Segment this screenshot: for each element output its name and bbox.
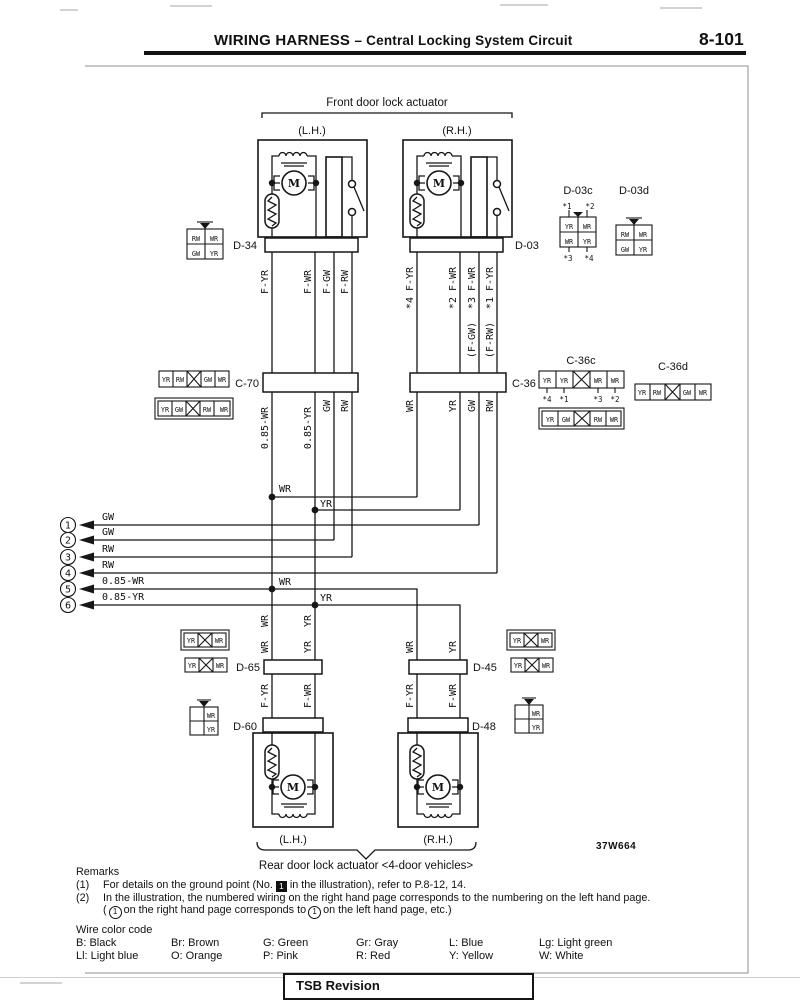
wire-label: F-WR bbox=[448, 683, 459, 709]
pin-cell: YR bbox=[209, 250, 219, 258]
connector-icon-c36d bbox=[635, 361, 711, 400]
pin-cell: YR bbox=[186, 637, 196, 645]
color-entry: L: Blue bbox=[449, 937, 484, 949]
front-lh-label: (L.H.) bbox=[298, 125, 326, 137]
label-d48: D-48 bbox=[472, 721, 496, 733]
arrow-wire-label: GW bbox=[102, 512, 115, 523]
pin-cell: WR bbox=[215, 662, 225, 670]
pin-cell: YR bbox=[531, 724, 541, 732]
remark-2-continued bbox=[76, 904, 741, 919]
rear-actuator-lh bbox=[253, 733, 333, 827]
connector-icon-title: D-03d bbox=[619, 185, 649, 197]
wire-color-code bbox=[76, 924, 746, 963]
pin-cell: GW bbox=[174, 406, 184, 414]
label-d60: D-60 bbox=[233, 721, 257, 733]
pin-cell: GW bbox=[682, 389, 692, 397]
connector-d03-bar bbox=[410, 238, 503, 252]
wire-label: *3 F-WR bbox=[467, 266, 478, 310]
arrow-wire-label: RW bbox=[102, 544, 115, 555]
wire-label: F-YR bbox=[260, 683, 271, 709]
junction-dot-yr-top bbox=[312, 507, 319, 514]
remark-1 bbox=[76, 879, 741, 892]
remark-2 bbox=[76, 892, 741, 905]
connector-arrow-icon bbox=[629, 219, 639, 225]
label-d34: D-34 bbox=[233, 240, 257, 252]
connector-d60-bar bbox=[263, 718, 323, 732]
connector-icon-d03d bbox=[616, 185, 652, 255]
color-entry: G: Green bbox=[263, 937, 309, 949]
junction-label: YR bbox=[320, 593, 333, 604]
connector-c36-bar bbox=[410, 373, 506, 392]
connector-icon-d34 bbox=[187, 222, 223, 259]
pin-cell: WR bbox=[209, 235, 219, 243]
connector-icon-d03c bbox=[560, 185, 596, 263]
junction-label: WR bbox=[279, 484, 292, 495]
pin-cell: YR bbox=[160, 406, 170, 414]
junction-dot-yr-bottom bbox=[312, 602, 319, 609]
wire-label: 0.85-WR bbox=[260, 406, 271, 450]
pin-cell: YR bbox=[542, 377, 552, 385]
arrow-head-icon bbox=[79, 553, 94, 562]
junction-labels bbox=[279, 484, 333, 604]
connector-icon-d65 bbox=[181, 630, 229, 672]
pin-cell: GW bbox=[191, 250, 201, 258]
pin-cell: WR bbox=[206, 712, 216, 720]
connector-icon-title: D-03c bbox=[563, 185, 593, 197]
pin-mark: *2 bbox=[610, 395, 620, 404]
front-group-header bbox=[262, 97, 512, 137]
color-entry: O: Orange bbox=[171, 950, 223, 962]
pin-cell: YR bbox=[161, 376, 171, 384]
color-entry: Lg: Light green bbox=[539, 937, 613, 949]
connector-arrow-icon bbox=[199, 701, 209, 707]
rear-actuator-rh bbox=[398, 733, 478, 827]
connector-d48-bar bbox=[408, 718, 468, 732]
pin-cell: WR bbox=[564, 238, 574, 246]
pin-cell: WR bbox=[214, 637, 224, 645]
remark-text-part: in the illustration), refer to P.8-12, 14. bbox=[289, 878, 467, 891]
pin-cell: YR bbox=[637, 389, 647, 397]
circled-number-icon: 1 bbox=[308, 906, 321, 919]
label-c36: C-36 bbox=[512, 378, 536, 390]
remark-number: (1) bbox=[76, 878, 90, 891]
remark-text-part: on the right hand page corresponds to bbox=[123, 904, 307, 917]
arrow-number: 1 bbox=[64, 520, 72, 532]
wire-color-row bbox=[76, 937, 746, 950]
wire-label: YR bbox=[448, 399, 459, 413]
wire-label: *1 F-YR bbox=[485, 266, 496, 310]
color-entry: Y: Yellow bbox=[449, 950, 494, 962]
arrow-number: 6 bbox=[64, 600, 72, 612]
pin-cell: RW bbox=[593, 416, 603, 424]
arrow-head-icon bbox=[79, 536, 94, 545]
color-entry: Br: Brown bbox=[171, 937, 220, 949]
arrow-wire-label: RW bbox=[102, 560, 115, 571]
wire-label: *4 F-YR bbox=[405, 266, 416, 310]
pin-cell: WR bbox=[698, 389, 708, 397]
wire-color-row bbox=[76, 950, 746, 963]
pin-cell: GW bbox=[203, 376, 213, 384]
wire-label: F-WR bbox=[303, 269, 314, 295]
tsb-revision-box: TSB Revision bbox=[283, 973, 534, 1000]
color-entry: R: Red bbox=[356, 950, 391, 962]
remarks-block bbox=[76, 866, 741, 919]
pin-mark: *4 bbox=[542, 395, 552, 404]
wire-label: F-YR bbox=[405, 683, 416, 709]
scan-artifacts bbox=[20, 5, 702, 983]
pin-cell: YR bbox=[512, 637, 522, 645]
remarks-title: Remarks bbox=[76, 866, 120, 878]
connector-c70-bar bbox=[263, 373, 358, 392]
wire-label: F-WR bbox=[303, 683, 314, 709]
wire-label: F-YR bbox=[260, 269, 271, 295]
wire-label: WR bbox=[260, 614, 271, 628]
pin-mark: *1 bbox=[559, 395, 569, 404]
label-d65: D-65 bbox=[236, 662, 260, 674]
wire-label: GW bbox=[322, 399, 333, 413]
arrow-number: 2 bbox=[64, 535, 72, 547]
arrow-number: 3 bbox=[64, 552, 72, 564]
wire-label: YR bbox=[303, 614, 314, 628]
arrow-head-icon bbox=[79, 585, 94, 594]
color-entry: Gr: Gray bbox=[356, 937, 399, 949]
color-entry: P: Pink bbox=[263, 950, 298, 962]
pin-cell: YR bbox=[564, 223, 574, 231]
remark-text-part: ( bbox=[103, 904, 107, 917]
connector-arrow-icon bbox=[200, 223, 210, 229]
pin-cell: WR bbox=[541, 662, 551, 670]
junction-dot-wr-bottom bbox=[269, 586, 276, 593]
pin-cell: RW bbox=[620, 231, 630, 239]
remark-text-part: on the left hand page, etc.) bbox=[323, 904, 452, 917]
rear-lh-label: (L.H.) bbox=[279, 834, 307, 846]
wire-label: F-RW bbox=[340, 269, 351, 295]
pin-cell: RW bbox=[652, 389, 662, 397]
wire-label-alt: (F-GW) bbox=[467, 321, 478, 359]
color-entry: W: White bbox=[539, 950, 584, 962]
pin-mark: *2 bbox=[585, 202, 595, 211]
connector-icon-title: C-36d bbox=[658, 361, 688, 373]
arrow-wire-label: 0.85-WR bbox=[102, 576, 145, 587]
connector-icon-d48-ground bbox=[515, 698, 543, 733]
wire-label: *2 F-WR bbox=[448, 266, 459, 310]
pin-cell: YR bbox=[545, 416, 555, 424]
connector-d34-bar bbox=[265, 238, 358, 252]
color-entry: Ll: Light blue bbox=[76, 950, 139, 962]
numbered-arrows bbox=[61, 512, 146, 613]
wire-label: RW bbox=[485, 399, 496, 413]
wire-label: YR bbox=[448, 640, 459, 654]
pin-cell: RW bbox=[175, 376, 185, 384]
label-d03: D-03 bbox=[515, 240, 539, 252]
connector-d45-bar bbox=[409, 660, 467, 674]
pin-cell: YR bbox=[187, 662, 197, 670]
junction-dot-wr-top bbox=[269, 494, 276, 501]
motor-label-front-lh: M bbox=[287, 177, 301, 190]
c36-down-wires bbox=[417, 392, 497, 573]
remark-text bbox=[103, 879, 466, 892]
pin-cell: WR bbox=[609, 416, 619, 424]
junction-label: YR bbox=[320, 499, 333, 510]
pin-mark: *3 bbox=[593, 395, 603, 404]
circled-number-icon: 1 bbox=[109, 906, 122, 919]
ground-point-badge: 1 bbox=[276, 881, 287, 892]
pin-cell: RW bbox=[191, 235, 201, 243]
pin-cell: WR bbox=[610, 377, 620, 385]
arrow-lines-1-4 bbox=[92, 525, 497, 573]
wire-label: WR bbox=[405, 399, 416, 413]
pin-cell: GW bbox=[620, 246, 630, 254]
junction-label: WR bbox=[279, 577, 292, 588]
wire-label: GW bbox=[467, 399, 478, 413]
wire-label: YR bbox=[303, 640, 314, 654]
front-rh-label: (R.H.) bbox=[442, 125, 472, 137]
label-d45: D-45 bbox=[473, 662, 497, 674]
front-group-bracket bbox=[262, 113, 512, 118]
wire-label: F-GW bbox=[322, 269, 333, 295]
connector-icon-d45 bbox=[507, 630, 555, 672]
arrow-wire-label: GW bbox=[102, 527, 115, 538]
title-main: WIRING HARNESS bbox=[214, 32, 351, 49]
pin-cell: WR bbox=[217, 376, 227, 384]
connector-bars bbox=[263, 238, 506, 732]
figure-code: 37W664 bbox=[596, 841, 637, 852]
arrow-head-icon bbox=[79, 601, 94, 610]
pin-cell: YR bbox=[582, 238, 592, 246]
wire-label: WR bbox=[405, 640, 416, 654]
pin-cell: WR bbox=[593, 377, 603, 385]
connector-arrow-icon bbox=[573, 212, 583, 217]
front-group-label: Front door lock actuator bbox=[326, 97, 448, 109]
remark-text-part: For details on the ground point (No. bbox=[103, 878, 273, 891]
color-entry: B: Black bbox=[76, 937, 117, 949]
connector-d65-bar bbox=[264, 660, 322, 674]
connector-icon-title: C-36c bbox=[566, 355, 596, 367]
pin-cell: WR bbox=[531, 710, 541, 718]
wire-label: RW bbox=[340, 399, 351, 413]
connector-icon-c36c bbox=[539, 355, 624, 429]
connector-arrow-icon bbox=[524, 699, 534, 705]
motor-label-rear-rh: M bbox=[431, 781, 445, 794]
arrow-head-icon bbox=[79, 569, 94, 578]
connector-icon-d60-ground bbox=[190, 700, 218, 735]
wire-label: 0.85-YR bbox=[303, 406, 314, 450]
remark-text: In the illustration, the numbered wiring on the right hand page corresponds to the numbering on the left hand page. bbox=[103, 891, 651, 904]
pin-cell: GW bbox=[561, 416, 571, 424]
wire-label-alt: (F-RW) bbox=[485, 321, 496, 359]
wire-color-code-title: Wire color code bbox=[76, 924, 153, 936]
rear-group-label: Rear door lock actuator <4-door vehicles> bbox=[258, 860, 474, 872]
arrow-number: 5 bbox=[64, 584, 72, 596]
pin-cell: YR bbox=[559, 377, 569, 385]
rear-rh-label: (R.H.) bbox=[423, 834, 453, 846]
title-sub: – Central Locking System Circuit bbox=[354, 33, 573, 48]
pin-cell: RW bbox=[202, 406, 212, 414]
arrow-number: 4 bbox=[64, 568, 72, 580]
page-number: 8-101 bbox=[699, 29, 744, 49]
pin-mark: *4 bbox=[584, 254, 594, 263]
pin-cell: WR bbox=[219, 406, 229, 414]
motor-label-front-rh: M bbox=[432, 177, 446, 190]
arrow-head-icon bbox=[79, 521, 94, 530]
pin-cell: YR bbox=[638, 246, 648, 254]
pin-mark: *3 bbox=[563, 254, 573, 263]
pin-cell: WR bbox=[638, 231, 648, 239]
wire-label: WR bbox=[260, 640, 271, 654]
connector-icon-c70 bbox=[155, 371, 233, 419]
front-actuator-rh bbox=[403, 140, 512, 237]
remark-number: (2) bbox=[76, 891, 90, 904]
front-actuator-lh bbox=[258, 140, 367, 237]
pin-cell: WR bbox=[582, 223, 592, 231]
motor-label-rear-lh: M bbox=[286, 781, 300, 794]
arrow-wire-label: 0.85-YR bbox=[102, 592, 145, 603]
pin-mark: *1 bbox=[562, 202, 572, 211]
pin-cell: WR bbox=[540, 637, 550, 645]
pin-cell: YR bbox=[513, 662, 523, 670]
junction-links bbox=[272, 497, 460, 510]
label-c70: C-70 bbox=[235, 378, 259, 390]
pin-cell: YR bbox=[206, 726, 216, 734]
